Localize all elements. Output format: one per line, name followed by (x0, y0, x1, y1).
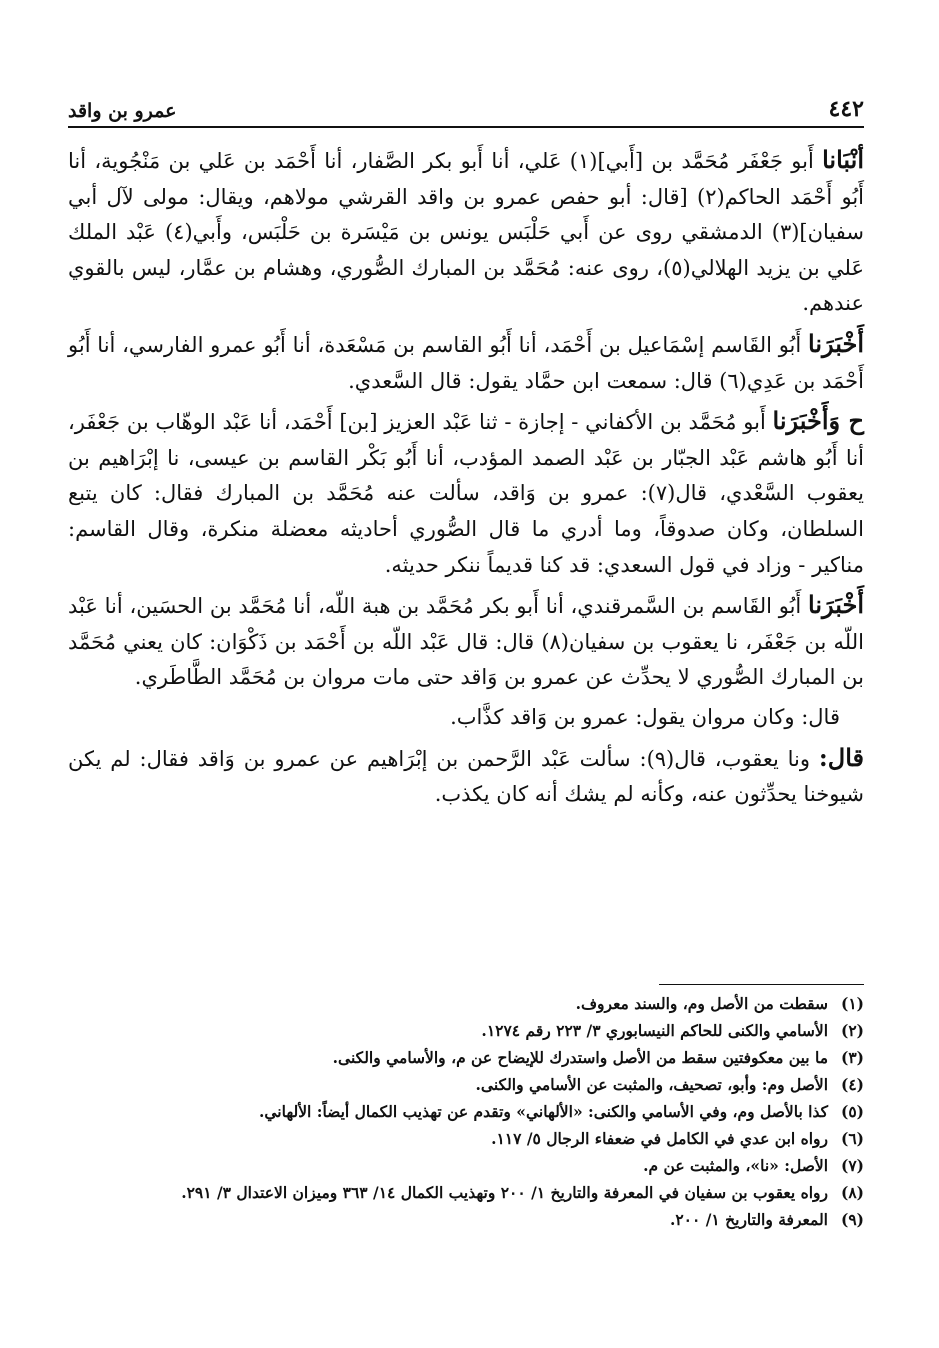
footnotes (68, 990, 864, 1233)
paragraph (68, 326, 864, 399)
footnote-text: الأسامي والكنى للحاكم النيسابوري ٣/ ٢٢٣ رقم ١٢٧٤. (481, 1021, 828, 1040)
paragraph (68, 740, 864, 813)
footnote (68, 1017, 864, 1044)
paragraph-lead: قال: (818, 742, 864, 772)
footnote-number: (٥) (840, 1102, 864, 1121)
paragraph (68, 142, 864, 322)
paragraph-text: ونا يعقوب، قال(٩): سألت عَبْد الرَّحمن بن إبْرَاهيم عن عمرو بن وَاقد فقال: لم يكن شيوخنا يحدِّثون عنه، وكأنه لم يشك أنه كان يكذب. (68, 746, 864, 807)
footnote (68, 990, 864, 1017)
footnote-text: رواه يعقوب بن سفيان في المعرفة والتاريخ ١/ ٢٠٠ وتهذيب الكمال ١٤/ ٣٦٣ وميزان الاعتدال ٣/ ٢٩١. (181, 1183, 828, 1202)
paragraph (68, 700, 864, 736)
paragraph-text: قال: وكان مروان يقول: عمرو بن وَاقد كذَّاب. (450, 704, 840, 729)
main-text (68, 142, 864, 817)
footnote-number: (٧) (840, 1156, 864, 1175)
footnote-number: (٦) (840, 1129, 864, 1148)
paragraph-text: أَبُو القَاسم إسْمَاعيل بن أَحْمَد، أنا أَبُو القاسم بن مَسْعَدة، أنا أَبُو عمرو الفارسي، أنا أَبُو أَحْمَد بن عَدِي(٦) قال: سمعت ابن حمَّاد يقول: قال السَّعدي. (68, 332, 864, 393)
footnote-number: (٢) (840, 1021, 864, 1040)
footnote-text: ما بين معكوفتين سقط من الأصل واستدرك للإيضاح عن م، والأسامي والكنى. (332, 1048, 828, 1067)
footnote (68, 1071, 864, 1098)
footnote-text: سقطت من الأصل وم، والسند معروف. (575, 994, 828, 1013)
running-title: عمرو بن واقد (68, 100, 177, 122)
footnote-text: كذا بالأصل وم، وفي الأسامي والكنى: «الألهاني» وتقدم عن تهذيب الكمال أيضاً: الألهاني. (258, 1102, 828, 1121)
footnote (68, 1098, 864, 1125)
page-number: ٤٤٢ (828, 96, 864, 122)
footnote-number: (٨) (840, 1183, 864, 1202)
footnote-number: (١) (840, 994, 864, 1013)
paragraph-text: أَبُو القَاسم بن السَّمرقندي، أنا أَبو بكر مُحَمَّد بن هبة اللّه، أنا مُحَمَّد بن الحسَين، أنا عَبْد اللّه بن جَعْفَر، نا يعقوب بن سفيان(٨) قال: قال عَبْد اللّه بن أَحْمَد بن ذَكْوَان: كان يعني مُحَمَّد بن المبارك الصُّوري لا يحدِّث عن عمرو بن وَاقد حتى مات مروان بن مُحَمَّد الطَّاطَري. (68, 594, 864, 690)
book-page (68, 0, 864, 1348)
footnote-text: الأصل وم: وأبو، تصحيف، والمثبت عن الأسامي والكنى. (475, 1075, 828, 1094)
paragraph (68, 587, 864, 696)
page-header (68, 88, 864, 128)
paragraph-text: أَبو مُحَمَّد بن الأكفاني - إجازة - ثنا عَبْد العزيز [بن] أَحْمَد، أنا عَبْد الوهّاب بن جَعْفَر، أنا أَبُو هاشم عَبْد الجبّار بن عَبْد الصمد المؤدب، أنا أَبُو بَكْر القاسم بن عيسى، نا إبْرَاهيم بن يعقوب السَّعْدي، قال(٧): عمرو بن وَاقد، سألت عنه مُحَمَّد بن المبارك فقال: كان يتبع السلطان، وكان صدوقاً، وما أدري ما قال الصُّوري أحاديثه معضلة منكرة، وقال القاسم: مناكير - وزاد في قول السعدي: قد كنا قديماً ننكر حديثه. (68, 410, 864, 577)
footnote (68, 1044, 864, 1071)
paragraph-lead: ح وَأَخْبَرَنا (772, 406, 864, 436)
footnote-divider (659, 984, 864, 985)
paragraph-lead: أَخْبَرَنا (808, 328, 864, 358)
paragraph (68, 403, 864, 583)
footnote-text: المعرفة والتاريخ ١/ ٢٠٠. (669, 1210, 828, 1229)
footnote-number: (٤) (840, 1075, 864, 1094)
footnote (68, 1125, 864, 1152)
paragraph-text: أَبو جَعْفَر مُحَمَّد بن [أَبي](١) عَلي، أنا أَبو بكر الصَّفار، أنا أَحْمَد بن عَلي بن مَنْجُوية، أنا أَبُو أَحْمَد الحاكم(٢) [قال: أبو حفص عمرو بن واقد القرشي مولاهم، ويقال: مولى لآل أبي سفيان](٣) الدمشقي روى عن أَبي حَلْبَس يونس بن مَيْسَرة بن حَلْبَس، وأَبي(٤) عَبْد الملك عَلي بن يزيد الهلالي(٥)، روى عنه: مُحَمَّد بن المبارك الصُّوري، وهشام بن عمَّار، ليس بالقوي عندهم. (68, 149, 864, 316)
paragraph-lead: أنْبَانا (822, 145, 864, 174)
paragraph-lead: أَخْبَرَنا (808, 590, 864, 620)
footnote (68, 1179, 864, 1206)
footnote-text: رواه ابن عدي في الكامل في ضعفاء الرجال ٥/ ١١٧. (491, 1129, 828, 1148)
footnote-text: الأصل: «نا»، والمثبت عن م. (643, 1156, 828, 1175)
footnote (68, 1206, 864, 1233)
footnote (68, 1152, 864, 1179)
footnote-number: (٩) (840, 1210, 864, 1229)
footnote-number: (٣) (840, 1048, 864, 1067)
